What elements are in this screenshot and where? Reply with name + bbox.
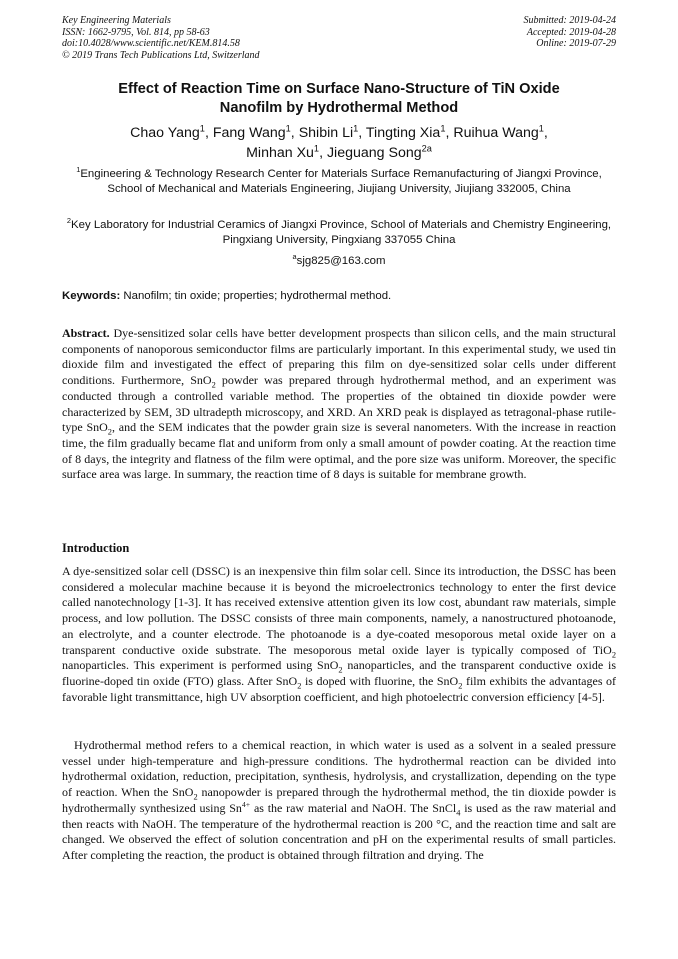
paragraph-text: A dye-sensitized solar cell (DSSC) is an inexpensive thin film solar cell. Since its introduction, the DSSC has been considered a molecular machine because it is beyond the microelectronics technology to enter the first device called nanotechnology [1-3]. It has received extensive attention given its low cost, abundant raw materials, simple process, and low pollution. The DSSC consists of three main components, namely, a nanostructured photoanode, an electrolyte, and a counter electrode. The photoanode is a dye-coated mesoporous metal oxide layer on a transparent conductive oxide substrate. The mesoporous metal oxide layer is typically composed of TiO <box>62 564 616 657</box>
author-affiliation-mark: 1 <box>199 123 205 134</box>
author-name: Minhan Xu <box>246 145 314 161</box>
doi-link[interactable]: doi:10.4028/www.scientific.net/KEM.814.58 <box>62 38 240 49</box>
subscript: 2 <box>338 665 343 675</box>
journal-name: Key Engineering Materials <box>62 15 171 26</box>
accepted-date: Accepted: 2019-04-28 <box>526 26 616 38</box>
subscript: 4 <box>456 808 461 818</box>
email-mark: a <box>292 252 297 262</box>
affiliation-1 <box>62 167 616 197</box>
section-heading-introduction: Introduction <box>62 541 130 555</box>
intro-paragraph-1 <box>62 564 616 705</box>
author-affiliation-mark: 1 <box>285 123 291 134</box>
copyright-notice: © 2019 Trans Tech Publications Ltd, Switzerland <box>62 49 260 61</box>
title-line-2: Nanofilm by Hydrothermal Method <box>219 100 459 116</box>
paragraph-text: nanoparticles. This experiment is performed using SnO <box>62 658 339 673</box>
author-affiliation-mark: 1 <box>538 123 544 134</box>
author-affiliation-mark: 1 <box>313 143 320 154</box>
subscript: 2 <box>193 792 198 802</box>
paper-title <box>62 80 616 118</box>
affiliation-mark: 1 <box>76 165 81 175</box>
submitted-date: Submitted: 2019-04-24 <box>523 15 616 26</box>
subscript: 2 <box>107 427 112 437</box>
author-name: Fang Wang <box>212 125 286 141</box>
paragraph-text: Hydrothermal method refers to a chemical reaction, in which water is used as a solvent in a sealed pressure vessel under high-temperature and high-pressure conditions. The hydrothermal reaction can be divided into hydrothermal oxidation, reduction, precipitation, synthesis, hydrolysis, and crystallization, depending on the type of reaction. When the SnO <box>62 738 616 800</box>
subscript: 2 <box>211 380 216 390</box>
author-affiliation-mark: 1 <box>353 123 359 134</box>
paragraph-text: is doped with fluorine, the SnO <box>301 673 459 688</box>
keywords <box>62 289 616 304</box>
author-affiliation-mark: 1 <box>440 123 446 134</box>
keywords-text: Nanofilm; tin oxide; properties; hydrothermal method. <box>123 290 392 302</box>
keywords-label: Keywords: <box>62 290 121 302</box>
author-name: Chao Yang <box>130 125 200 141</box>
paragraph-text: as the raw material and NaOH. The SnCl <box>250 800 457 815</box>
paragraph-text: nanopowder is prepared through the hydrothermal method, the tin dioxide powder is hydrothermally synthesized using Sn <box>62 785 616 815</box>
subscript: 2 <box>297 681 302 691</box>
online-date: Online: 2019-07-29 <box>536 38 616 49</box>
journal-header <box>62 15 260 61</box>
subscript: 2 <box>611 649 616 659</box>
abstract-text: , and the SEM indicates that the powder grain size is several nanometers. With the increase in reaction time, the film gradually became flat and uniform from only a small amount of powder coating. At the reaction time of 8 days, the integrity and flatness of the film were optimal, and the pore size was uniform. Moreover, the specific surface area was large. In summary, the reaction time of 8 days is suitable for membrane growth. <box>62 420 616 482</box>
affiliation-text: Key Laboratory for Industrial Ceramics of Jiangxi Province, School of Materials and Chemistry Engineering, Pingxiang University, Pingxiang 337055 China <box>71 219 612 246</box>
author-name: Ruihua Wang <box>453 125 539 141</box>
abstract <box>62 326 616 483</box>
abstract-text: Dye-sensitized solar cells have better development prospects than silicon cells, and the main structural components of nanoporous semiconductor films are particularly important. In this experimental study, we used tin dioxide film and investigated the effect of preparing this film on dye-sensitized solar cells under different conditions. Furthermore, SnO <box>62 326 617 388</box>
author-affiliation-mark: 2a <box>421 143 432 154</box>
paragraph-text: film exhibits the advantages of favorable light transmittance, high UV absorption coefficient, and high photoelectric conversion efficiency [4-5]. <box>62 673 617 704</box>
issn-info: ISSN: 1662-9795, Vol. 814, pp 58-63 <box>62 26 210 38</box>
email-address[interactable]: sjg825@163.com <box>296 255 386 267</box>
author-name: Jieguang Song <box>326 145 422 161</box>
affiliation-text: Engineering & Technology Research Center for Materials Surface Remanufacturing of Jiangxi Province, School of Mechanical and Materials Engineering, Jiujiang University, Jiujiang 332005, China <box>80 168 602 195</box>
affiliation-2 <box>62 218 616 248</box>
abstract-text: powder was prepared through hydrothermal method, and an experiment was conducted through a controlled variable method. The properties of the obtained tin dioxide powder were characterized by SEM, 3D ultradepth microscopy, and XRD. An XRD peak is displayed as tetragonal-phase rutile-type SnO <box>62 373 616 435</box>
superscript: 4+ <box>241 799 251 809</box>
author-name: Shibin Li <box>298 125 354 141</box>
corresponding-email <box>62 254 616 269</box>
intro-paragraph-2 <box>62 738 616 864</box>
title-line-1: Effect of Reaction Time on Surface Nano-Structure of TiN Oxide <box>118 81 560 97</box>
subscript: 2 <box>458 681 463 691</box>
author-name: Tingting Xia <box>365 125 441 141</box>
paragraph-text: is used as the raw material and then reacts with NaOH. The temperature of the hydrothermal reaction is 200 °C, and the reaction time and salt are changed. We observed the effect of solution concentration and pH on the experimental results of small particles. After completing the reaction, the product is obtained through filtration and drying. The <box>62 800 617 862</box>
paragraph-text: nanoparticles, and the transparent conductive oxide is fluorine-doped tin oxide (FTO) glass. After SnO <box>62 658 617 688</box>
dates-header <box>524 15 617 50</box>
abstract-label: Abstract. <box>62 326 110 340</box>
affiliation-mark: 2 <box>66 216 72 226</box>
author-list: Chao Yang$^1$, Fang Wang$^1$, Shibin Li$^1$, Tingting Xia$^1$, Ruihua Wang$^1$, Minhan Xu$^1$, Jieguang Song$^{2a}$ <box>130 123 548 161</box>
